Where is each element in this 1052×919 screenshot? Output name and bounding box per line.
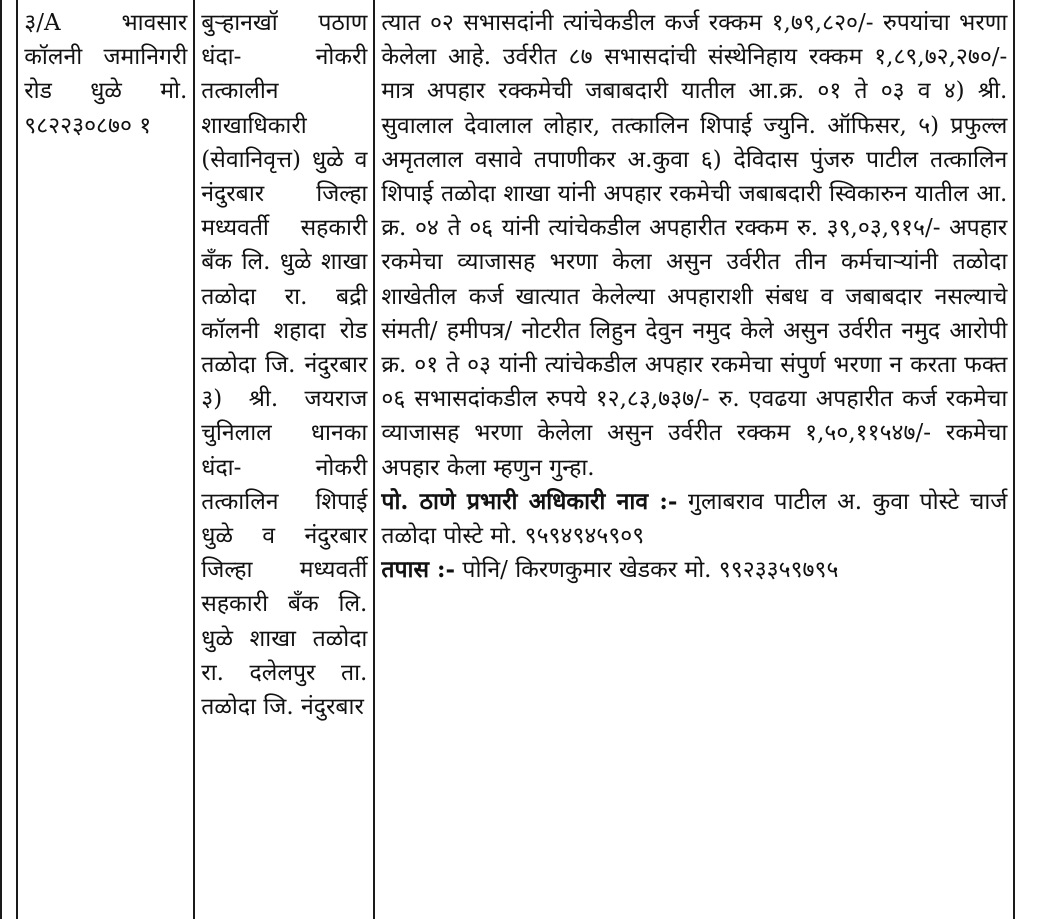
occupation-text: बुऱ्हानखॉ पठाण धंदा- नोकरी तत्कालीन शाखाधिकारी (सेवानिवृत्त) धुळे व नंदुरबार जिल्हा मध्यवर्ती सहकारी बँक लि. धुळे शाखा तळोदा रा. बद्री कॉलनी शहादा रोड तळोदा जि. नंदुरबार ३) श्री. जयराज चुनिलाल धानका धंदा- नोकरी तत्कालिन शिपाई धुळे व नंदुरबार जिल्हा मध्यवर्ती सहकारी बँक लि. धुळे शाखा तळोदा रा. दलेलपुर ता. तळोदा जि. नंदुरबार [201, 10, 368, 721]
officer-value: गुलाबराव पाटील अ. कुवा पोस्टे चार्ज तळोदा पोस्टे मो. ९५९४९४५९०९ [381, 488, 1008, 550]
right-margin-cell [1014, 0, 1052, 919]
case-description: त्यात ०२ सभासदांनी त्यांचेकडील कर्ज रक्कम १,७९,८२०/- रुपयांचा भरणा केलेला आहे. उर्वरीत ८७ सभासदांची संस्थेनिहाय रक्कम १,८९,७२,२७०/- मात्र अपहार रक्कमेची जबाबदारी यातील आ.क्र. ०१ ते ०३ व ४) श्री. सुवालाल देवालाल लोहार, तत्कालिन शिपाई ज्युनि. ऑफिसर, ५) प्रफुल्ल अमृतलाल वसावे तपाणीकर अ.कुवा ६) देविदास पुंजरु पाटील तत्कालिन शिपाई तळोदा शाखा यांनी अपहार रकमेची जबाबदारी स्विकारुन यातील आ. क्र. ०४ ते ०६ यांनी त्यांचेकडील अपहारीत रक्कम रु. ३९,०३,९१५/- अपहार रकमेचा व्याजासह भरणा केला असुन उर्वरीत तीन कर्मचाऱ्यांनी तळोदा शाखेतील कर्ज खात्यात केलेल्या अपहाराशी संबध व जबाबदार नसल्याचे संमती/ हमीपत्र/ नोटरीत लिहुन देवुन नमुद केले असुन उर्वरीत नमुद आरोपी क्र. ०१ ते ०३ यांनी त्यांचेकडील अपहार रकमेचा संपुर्ण भरणा न करता फक्त ०६ सभासदांकडील रुपये १२,८३,७३७/- रु. एवढया अपहारीत कर्ज रकमेचा व्याजासह भरणा केलेला असुन उर्वरीत रक्कम १,५०,११५४७/- रकमेचा अपहार केला म्हणुन गुन्हा. [381, 10, 1008, 481]
serial-column-cell [1, 0, 17, 919]
description-cell [374, 0, 1014, 919]
occupation-cell [194, 0, 374, 919]
table-row [1, 0, 1052, 919]
officer-line [381, 485, 1007, 553]
address-cell [17, 0, 194, 919]
officer-label: पो. ठाणे प्रभारी अधिकारी नाव :- [381, 487, 678, 515]
investigation-value: पोनि/ किरणकुमार खेडकर मो. ९९२३३५९७९५ [455, 557, 839, 584]
address-text: ३/A भावसार कॉलनी जमानिगरी रोड धुळे मो. ९८२२३०८७० १ [24, 10, 188, 139]
investigation-label: तपास :- [381, 556, 456, 584]
investigation-line [381, 553, 1007, 587]
